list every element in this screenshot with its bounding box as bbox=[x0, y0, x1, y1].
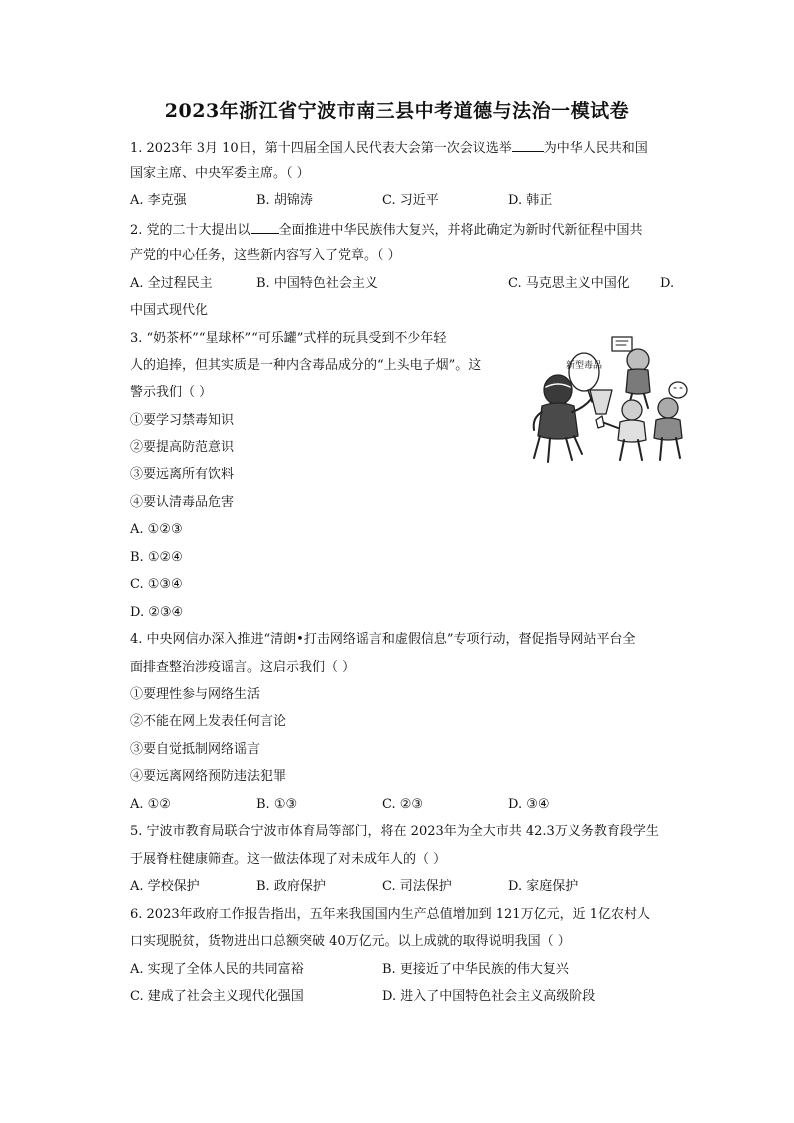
q1-stem-line2: 国家主席、中央军委主席。（ ） bbox=[130, 166, 310, 181]
q4-stem-line2: 面排查整治涉疫谣言。这启示我们（ ） bbox=[130, 660, 356, 675]
q3-option-a[interactable]: A. ①②③ bbox=[130, 522, 183, 537]
q3-stem-line3: 警示我们（ ） bbox=[130, 385, 213, 400]
q4-statement-2: ②不能在网上发表任何言论 bbox=[130, 714, 287, 729]
q2-option-d-label[interactable]: D. bbox=[660, 276, 675, 291]
q1-option-a[interactable]: A. 李克强 bbox=[130, 193, 187, 208]
q1-stem-part1: 1. 2023年 3月 10日，第十四届全国人民代表大会第一次会议选举 bbox=[130, 141, 512, 156]
q2-option-b[interactable]: B. 中国特色社会主义 bbox=[256, 276, 378, 291]
q2-option-d-text: 中国式现代化 bbox=[130, 303, 209, 318]
q4-statement-4: ④要远离网络预防违法犯罪 bbox=[130, 769, 287, 784]
q5-stem-line2: 于展脊柱健康筛查。这一做法体现了对未成年人的（ ） bbox=[130, 852, 447, 867]
q6-option-b[interactable]: B. 更接近了中华民族的伟大复兴 bbox=[382, 962, 569, 977]
q3-statement-1: ①要学习禁毒知识 bbox=[130, 413, 235, 428]
q4-option-a[interactable]: A. ①② bbox=[130, 797, 171, 812]
q4-option-b[interactable]: B. ①③ bbox=[256, 797, 298, 812]
q3-stem-line1: 3. “奶茶杯”“星球杯”“可乐罐”式样的玩具受到不少年轻 bbox=[130, 331, 447, 346]
q6-option-d[interactable]: D. 进入了中国特色社会主义高级阶段 bbox=[382, 989, 596, 1004]
q3-statement-4: ④要认清毒品危害 bbox=[130, 495, 235, 510]
cartoon-sign-text: 新型毒品 bbox=[565, 361, 603, 371]
q5-option-b[interactable]: B. 政府保护 bbox=[256, 879, 326, 894]
q3-statement-2: ②要提高防范意识 bbox=[130, 440, 235, 455]
q1-option-c[interactable]: C. 习近平 bbox=[382, 193, 439, 208]
q2-stem-part1: 2. 党的二十大提出以 bbox=[130, 223, 251, 238]
q5-option-a[interactable]: A. 学校保护 bbox=[130, 879, 200, 894]
anti-drug-cartoon-illustration bbox=[528, 332, 694, 466]
q4-statement-3: ③要自觉抵制网络谣言 bbox=[130, 742, 261, 757]
q2-option-a[interactable]: A. 全过程民主 bbox=[130, 276, 213, 291]
q4-option-d[interactable]: D. ③④ bbox=[508, 797, 550, 812]
q4-stem-line1: 4. 中央网信办深入推进“清朗•打击网络谣言和虚假信息”专项行动，督促指导网站平台全 bbox=[130, 632, 636, 647]
q4-option-c[interactable]: C. ②③ bbox=[382, 797, 424, 812]
q3-option-d[interactable]: D. ②③④ bbox=[130, 605, 184, 620]
q3-statement-3: ③要远离所有饮料 bbox=[130, 467, 235, 482]
exam-title: 2023年浙江省宁波市南三县中考道德与法治一模试卷 bbox=[164, 100, 630, 122]
q1-stem-part2: 为中华人民共和国 bbox=[543, 141, 648, 156]
q1-option-d[interactable]: D. 韩正 bbox=[508, 193, 553, 208]
q1-option-b[interactable]: B. 胡锦涛 bbox=[256, 193, 313, 208]
q2-stem-line1 bbox=[130, 221, 643, 239]
q4-statement-1: ①要理性参与网络生活 bbox=[130, 687, 261, 702]
q5-option-d[interactable]: D. 家庭保护 bbox=[508, 879, 579, 894]
q5-stem-line1: 5. 宁波市教育局联合宁波市体育局等部门，将在 2023年为全大市共 42.3万义务教育段学生 bbox=[130, 824, 659, 839]
q1-answer-blank bbox=[512, 139, 544, 152]
q2-answer-blank bbox=[251, 221, 279, 234]
q2-stem-line2: 产党的中心任务，这些新内容写入了党章。（ ） bbox=[130, 248, 401, 263]
q3-stem-line2: 人的追捧，但其实质是一种内含毒品成分的“上头电子烟”。这 bbox=[130, 358, 482, 373]
q6-option-c[interactable]: C. 建成了社会主义现代化强国 bbox=[130, 989, 304, 1004]
q3-option-c[interactable]: C. ①③④ bbox=[130, 577, 183, 592]
q5-option-c[interactable]: C. 司法保护 bbox=[382, 879, 452, 894]
q1-stem-line1 bbox=[130, 139, 648, 157]
q6-stem-line2: 口实现脱贫，货物进出口总额突破 40万亿元。以上成就的取得说明我国（ ） bbox=[130, 934, 571, 949]
q2-option-c[interactable]: C. 马克思主义中国化 bbox=[508, 276, 630, 291]
q2-stem-part2: 全面推进中华民族伟大复兴，并将此确定为新时代新征程中国共 bbox=[278, 223, 643, 238]
q6-stem-line1: 6. 2023年政府工作报告指出，五年来我国国内生产总值增加到 121万亿元，近 1亿农村人 bbox=[130, 907, 650, 922]
q3-option-b[interactable]: B. ①②④ bbox=[130, 550, 183, 565]
q6-option-a[interactable]: A. 实现了全体人民的共同富裕 bbox=[130, 962, 304, 977]
